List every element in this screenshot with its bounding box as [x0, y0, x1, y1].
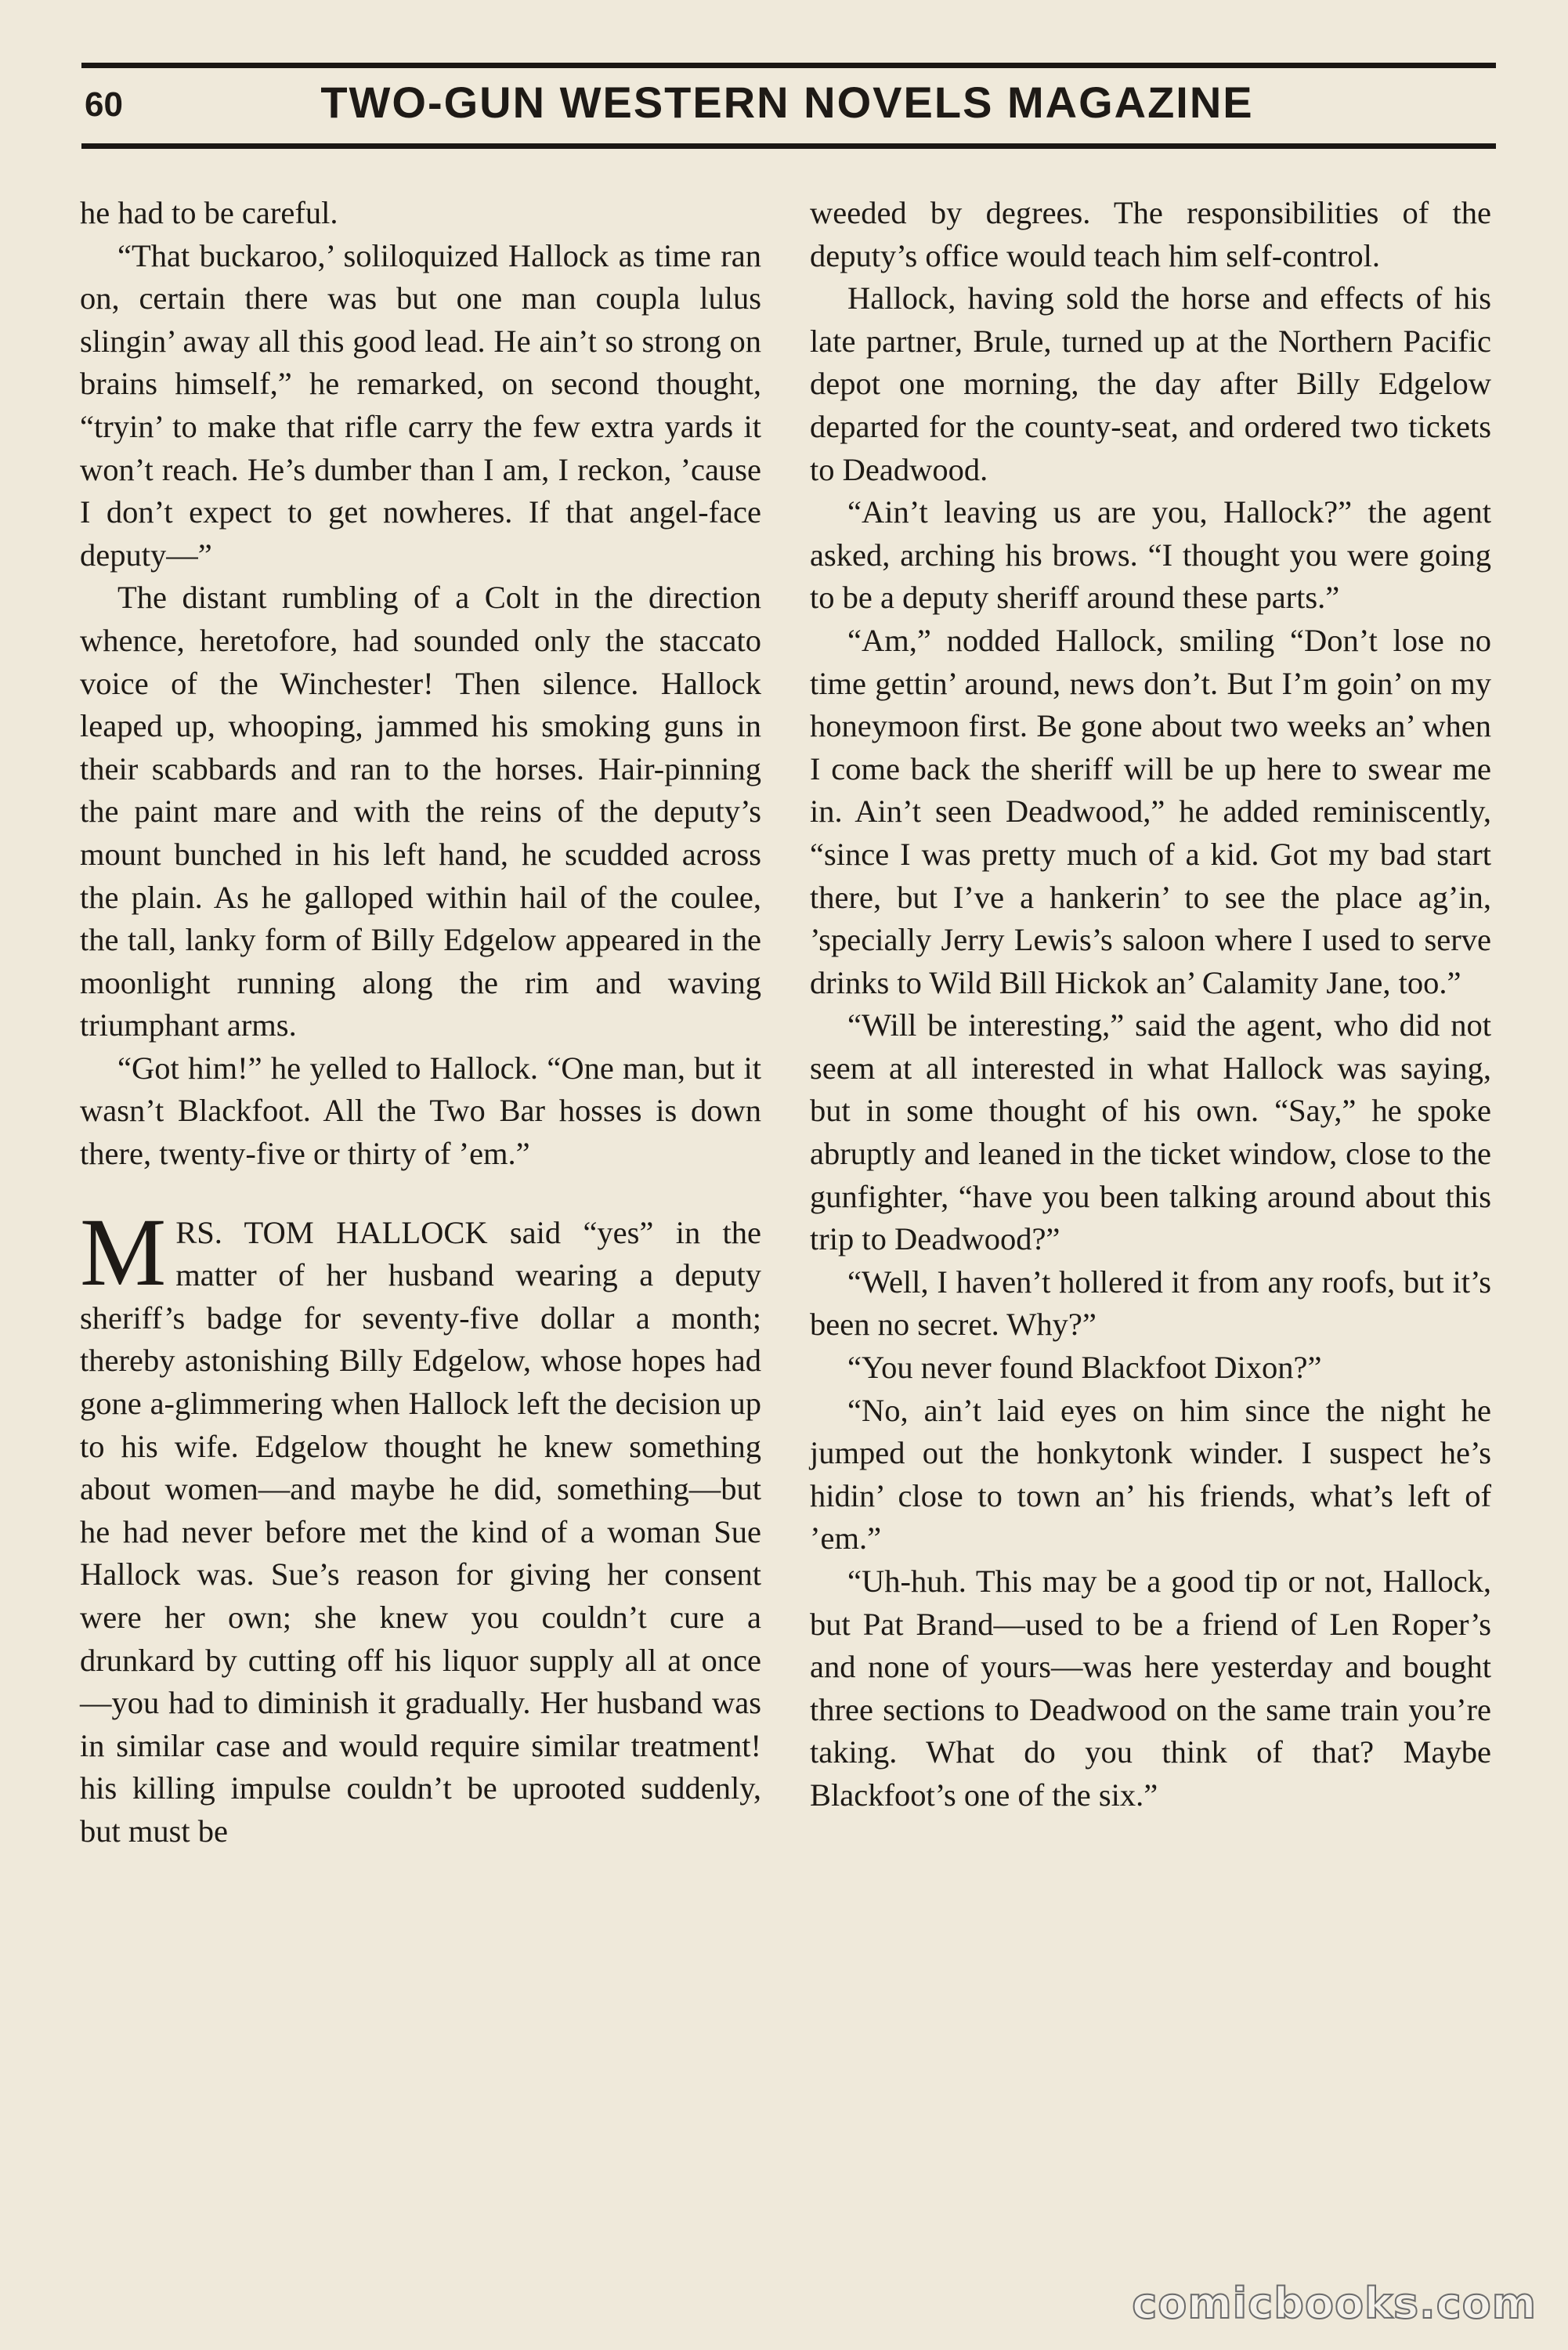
paragraph: he had to be careful. [80, 195, 338, 230]
right-column [810, 192, 1491, 1817]
page-number: 60 [85, 85, 123, 124]
paragraph-text: RS. TOM HALLOCK said “yes” in the matter of her husband wearing a deputy sheriff’s badge for seventy-five dollar a month; thereby astonishing Billy Edgelow, whose hopes had gone a-glimmering when Hallock left the decision up to his wife. Edgelow thought he knew something about women—and maybe he did, something—but he had never before met the kind of a woman Sue Hallock was. Sue’s reason for giving her consent were her own; she knew you couldn’t cure a drunkard by cutting off his liquor supply all at once—you had to diminish it gradually. Her husband was in similar case and would require similar treatment! his killing impulse couldn’t be uprooted suddenly, but must be [80, 1214, 761, 1849]
section-paragraph [80, 1198, 761, 1853]
paragraph: “You never found Blackfoot Dixon?” [847, 1350, 1322, 1386]
paragraph: “Will be interesting,” said the agent, who did not seem at all interested in what Hallock was saying, but in some thought of his own. “Say,” he spoke abruptly and leaned in the ticket window, close to the gunfighter, “have you been talking around about this trip to Deadwood?” [810, 1007, 1491, 1257]
paragraph: “Ain’t leaving us are you, Hallock?” the agent asked, arching his brows. “I thought you were going to be a deputy sheriff around these parts.” [810, 494, 1491, 616]
header-rule-top [81, 63, 1496, 68]
left-column [80, 192, 761, 1853]
paragraph: weeded by degrees. The responsibilities of the deputy’s office would teach him self-control. [810, 195, 1491, 273]
paragraph: “No, ain’t laid eyes on him since the night he jumped out the honkytonk winder. I suspect he’s hidin’ close to town an’ his friends, what’s left of ’em.” [810, 1392, 1491, 1556]
running-head: TWO-GUN WESTERN NOVELS MAGAZINE [320, 78, 1254, 127]
paragraph: “Got him!” he yelled to Hallock. “One man, but it wasn’t Blackfoot. All the Two Bar hosses is down there, twenty-five or thirty of ’em.” [80, 1050, 761, 1172]
paragraph: Hallock, having sold the horse and effects of his late partner, Brule, turned up at the Northern Pacific depot one morning, the day after Billy Edgelow departed for the county-seat, and ordered two tickets to Deadwood. [810, 280, 1491, 487]
paragraph: “Well, I haven’t hollered it from any roofs, but it’s been no secret. Why?” [810, 1264, 1491, 1343]
paragraph: “Uh-huh. This may be a good tip or not, Hallock, but Pat Brand—used to be a friend of Len Roper’s and none of yours—was here yesterday and bought three sections to Deadwood on the same train you’re taking. What do you think of that? Maybe Blackfoot’s one of the six.” [810, 1564, 1491, 1813]
paragraph: The distant rumbling of a Colt in the direction whence, heretofore, had sounded only the staccato voice of the Winchester! Then silence. Hallock leaped up, whooping, jammed his smoking guns in their scabbards and ran to the horses. Hair-pinning the paint mare and with the reins of the deputy’s mount bunched in his left hand, he scudded across the plain. As he galloped within hail of the coulee, the tall, lanky form of Billy Edgelow appeared in the moonlight running along the rim and waving triumphant arms. [80, 580, 761, 1043]
paragraph: “Am,” nodded Hallock, smiling “Don’t lose no time gettin’ around, news don’t. But I’m goin’ on my honeymoon first. Be gone about two weeks an’ when I come back the sheriff will be up here to swear me in. Ain’t seen Deadwood,” he added reminiscently, “since I was pretty much of a kid. Got my bad start there, but I’ve a hankerin’ to see the place ag’in, ’specially Jerry Lewis’s saloon where I used to serve drinks to Wild Bill Hickok an’ Calamity Jane, too.” [810, 622, 1491, 1000]
paragraph: “That buckaroo,’ soliloquized Hallock as time ran on, certain there was but one man coupla lulus slingin’ away all this good lead. He ain’t so strong on brains himself,” he remarked, on second thought, “tryin’ to make that rifle carry the few extra yards it won’t reach. He’s dumber than I am, I reckon, ’cause I don’t expect to get nowheres. If that angel-face deputy—” [80, 237, 761, 573]
drop-cap: M [80, 1198, 167, 1306]
watermark: comicbooks.com [1132, 2279, 1537, 2328]
header-rule-bottom [81, 143, 1496, 149]
